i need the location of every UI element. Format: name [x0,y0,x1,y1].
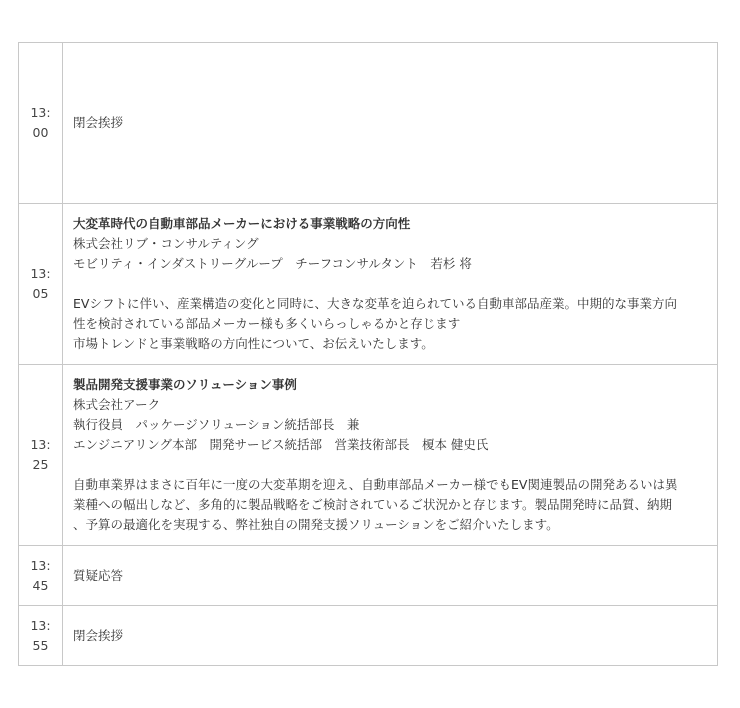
time-cell [19,606,63,666]
session-title: 大変革時代の自動車部品メーカーにおける事業戦略の方向性 [73,216,411,231]
schedule-row [19,365,718,546]
time-minute: 55 [32,637,49,653]
session-title: 製品開発支援事業のソリューション事例 [73,377,297,392]
schedule-row [19,606,718,666]
time-hour: 13: [30,557,51,573]
session-description: 閉会挨拶 [73,627,124,643]
speaker-role: モビリティ・インダストリーグループ チーフコンサルタント 若杉 将 [73,256,472,271]
time-minute: 25 [32,457,49,472]
speaker-role: 執行役員 パッケージソリューション統括部長 兼 [73,417,360,432]
speaker-role: エンジニアリング本部 開発サービス統括部 営業技術部長 榎本 健史氏 [73,437,489,452]
schedule-row [19,43,718,204]
time-minute: 05 [32,286,49,301]
time-hour: 13: [30,105,51,120]
schedule-row [19,546,718,606]
session-description: 閉会挨拶 [73,115,124,130]
time-minute: 00 [32,125,49,140]
time-hour: 13: [30,617,51,633]
session-description-line: 性を検討されている部品メーカー様も多くいらっしゃるかと存じます [73,316,461,331]
speaker-company: 株式会社アーク [73,397,161,412]
session-description-line: 市場トレンドと事業戦略の方向性について、お伝えいたします。 [73,336,434,351]
content-cell [63,43,718,204]
content-cell [63,546,718,606]
session-description-line: 自動車業界はまさに百年に一度の大変革期を迎え、自動車部品メーカー様でもEV関連製品の開発あるいは異 [73,477,678,492]
session-description-line: 、予算の最適化を実現する、弊社独自の開発支援ソリューションをご紹介いたします。 [73,517,559,532]
schedule-row [19,204,718,365]
time-cell [19,43,63,204]
schedule-table [18,42,718,666]
time-minute: 45 [32,577,49,593]
time-cell [19,365,63,546]
session-description-line: EVシフトに伴い、産業構造の変化と同時に、大きな変革を迫られている自動車部品産業。中期的な事業方向 [73,296,677,311]
session-description: 質疑応答 [73,567,124,583]
time-cell [19,546,63,606]
content-cell [63,606,718,666]
session-description-line: 業種への幅出しなど、多角的に製品戦略をご検討されているご状況かと存じます。製品開発時に品質、納期 [73,497,673,512]
content-cell [63,204,718,365]
content-cell [63,365,718,546]
time-cell [19,204,63,365]
speaker-company: 株式会社リブ・コンサルティング [73,236,259,251]
time-hour: 13: [30,437,51,452]
time-hour: 13: [30,266,51,281]
